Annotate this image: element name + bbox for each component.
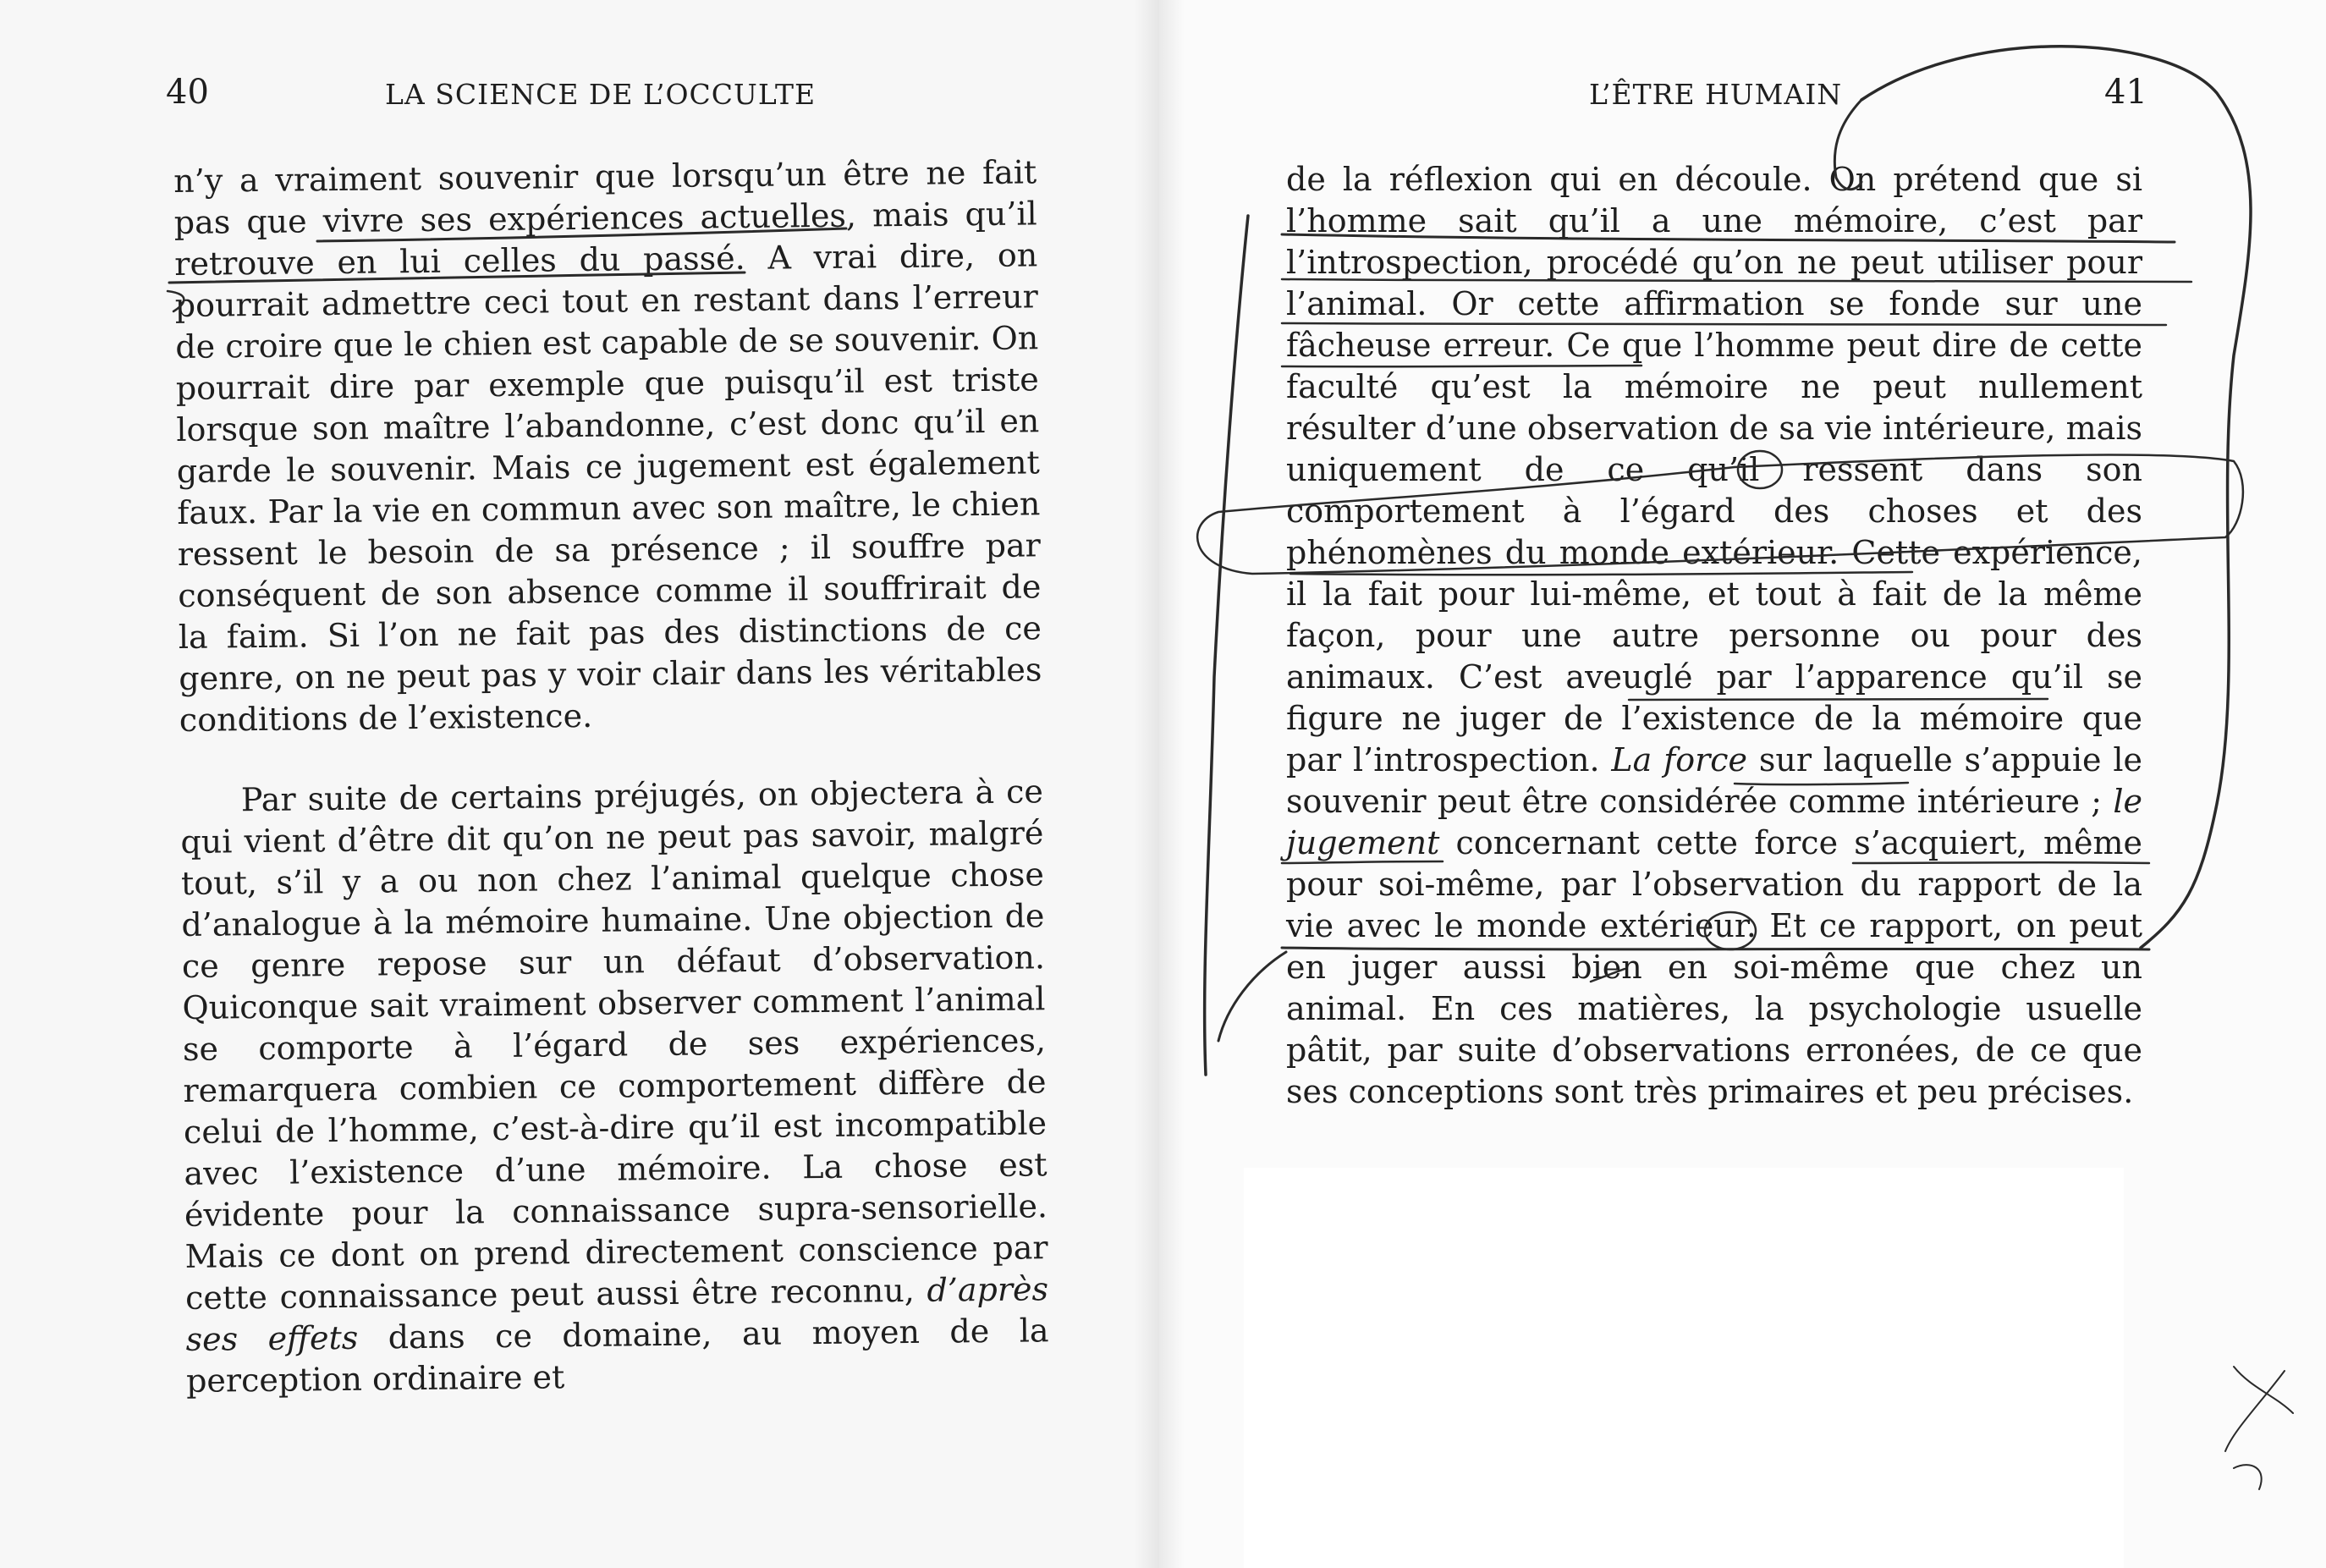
book-gutter-shadow: [1134, 0, 1185, 1568]
right-text-a: de la réflexion qui en découle. On prétend que si l’homme sait qu’il a une mémoire, c’est par l’introspection, procédé qu’on ne peut utiliser pour l’animal. Or cette affirmation se fonde sur une fâcheuse erreur. Ce que l’homme peut dire de cette faculté qu’est la mémoire ne peut nullement résulter d’une observation de sa vie intérieure, mais uniquement de ce qu’il ressent dans son comportement à l’égard des choses et des phénomènes du monde extérieur. Cette expérience, il la fait pour lui-même, et tout à fait de la même façon, pour une autre personne ou pour des animaux. C’est aveuglé par l’apparence qu’il se figure ne juger de l’existence de la mémoire que par l’introspection.: [1286, 161, 2142, 778]
right-page-number: 41: [2104, 73, 2147, 112]
left-paragraph-2-italic: d’après ses effets: [185, 1270, 1049, 1358]
right-running-head: L’ÊTRE HUMAIN: [1589, 78, 1843, 111]
left-text-block: [173, 151, 1049, 1402]
right-text-block: [1286, 159, 2142, 1113]
right-paragraph-1: [1286, 159, 2142, 1113]
right-italic-la-force: La force: [1611, 741, 1748, 778]
left-paragraph-1: n’y a vraiment souvenir que lorsqu’un être ne fait pas que vivre ses expériences actuelles, mais qu’il retrouve en lui celles du passé. A vrai dire, on pourrait admettre ceci tout en restant dans l’erreur de croire que le chien est capable de se souvenir. On pourrait dire par exemple que puisqu’il est triste lorsque son maître l’abandonne, c’est donc qu’il en garde le souvenir. Mais ce jugement est également faux. Par la vie en commun avec son maître, le chien ressent le besoin de sa présence ; il souffre par conséquent de son absence comme il souffrirait de la faim. Si l’on ne fait pas des distinctions de ce genre, on ne peut pas y voir clair dans les véritables conditions de l’existence.: [173, 153, 1042, 739]
right-text-b: sur laquelle s’appuie le souvenir peut être considérée comme intérieure ;: [1286, 741, 2142, 820]
right-text-c: concernant cette force s’acquiert, même pour soi-même, par l’observation du rapport de la vie avec le monde extérieur. Et ce rapport, on peut en juger aussi bien en soi-même que chez un animal. En ces matières, la psychologie usuelle pâtit, par suite d’observations erronées, de ce que ses conceptions sont très primaires et peu précises.: [1286, 824, 2142, 1110]
left-paragraph-2-text-a: Par suite de certains préjugés, on objectera à ce qui vient d’être dit qu’on ne peut pas savoir, malgré tout, s’il y a ou non chez l’animal quelque chose d’analogue à la mémoire humaine. Une objection de ce genre repose sur un défaut d’observation. Quiconque sait vraiment observer comment l’animal se comporte à l’égard de ses expériences, remarquera combien ce comportement diffère de celui de l’homme, c’est-à-dire qu’il est incompatible avec l’existence d’une mémoire. La chose est évidente pour la connaissance supra-sensorielle. Mais ce dont on prend directement conscience par cette connaissance peut aussi être reconnu,: [180, 773, 1048, 1317]
white-redaction-block: [1244, 1168, 2124, 1568]
left-page-number: 40: [166, 73, 209, 112]
left-paragraph-2-text-b: dans ce domaine, au moyen de la perception ordinaire et: [185, 1312, 1049, 1400]
left-paragraph-2: [180, 771, 1050, 1402]
left-running-head: LA SCIENCE DE L’OCCULTE: [385, 78, 817, 111]
left-page: [0, 0, 1159, 1568]
right-italic-le-jugement: le jugement: [1286, 783, 2142, 861]
